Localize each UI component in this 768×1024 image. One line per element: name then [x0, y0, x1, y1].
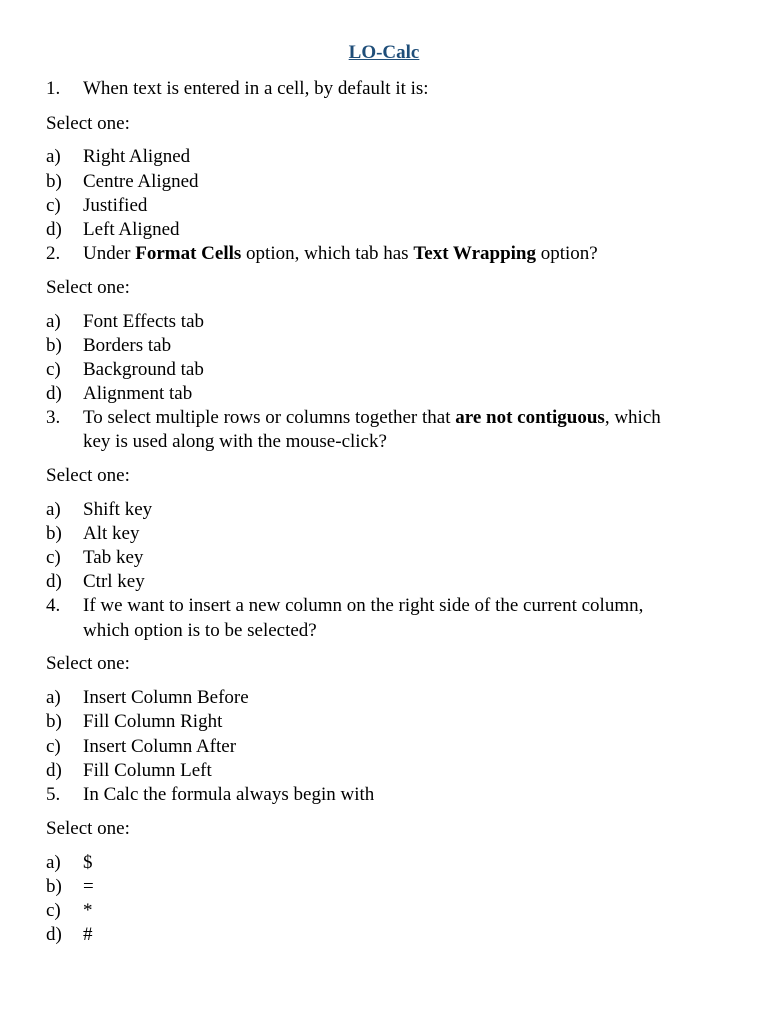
question-number: 2.: [46, 243, 61, 264]
select-one-label: Select one:: [46, 818, 130, 839]
question-number: 4.: [46, 595, 61, 616]
question-text: If we want to insert a new column on the right side of the current column,: [83, 595, 644, 616]
question-text: To select multiple rows or columns together that are not contiguous, which: [83, 407, 661, 428]
select-one-label: Select one:: [46, 113, 130, 134]
document-page: LO-Calc 1. When text is entered in a cell, by default it is: Select one: a) Right Aligned b) Centre Aligned c) Justified d) Left Aligned 2. Under Format Cells option, which tab has Text Wrapping option? Select one: a) Font Effects tab b) Borders tab c) Background tab d) Alignment tab 3. To select multiple rows or columns together that are not contiguous, which key is used along with the mouse-click? Select one: a) Shift key b) Alt key c) Tab key d) Ctrl key 4. If we want to insert a new column on the right side of the current column, which option is to be selected? Select one: a) Insert Column Before b) Fill Column Right c) Insert Column After d) Fill Column Left 5. In Calc the formula always begin with Select one: a) $ b) = c) * d) #: [0, 0, 768, 1024]
question-text: Under Format Cells option, which tab has Text Wrapping option?: [83, 243, 598, 264]
select-one-label: Select one:: [46, 465, 130, 486]
question-number: 3.: [46, 407, 61, 428]
question-number: 1.: [46, 78, 61, 99]
question-number: 5.: [46, 784, 61, 805]
page-title: LO-Calc: [348, 42, 420, 63]
select-one-label: Select one:: [46, 653, 130, 674]
question-text: When text is entered in a cell, by default it is:: [83, 78, 429, 99]
select-one-label: Select one:: [46, 277, 130, 298]
question-text: In Calc the formula always begin with: [83, 784, 375, 805]
